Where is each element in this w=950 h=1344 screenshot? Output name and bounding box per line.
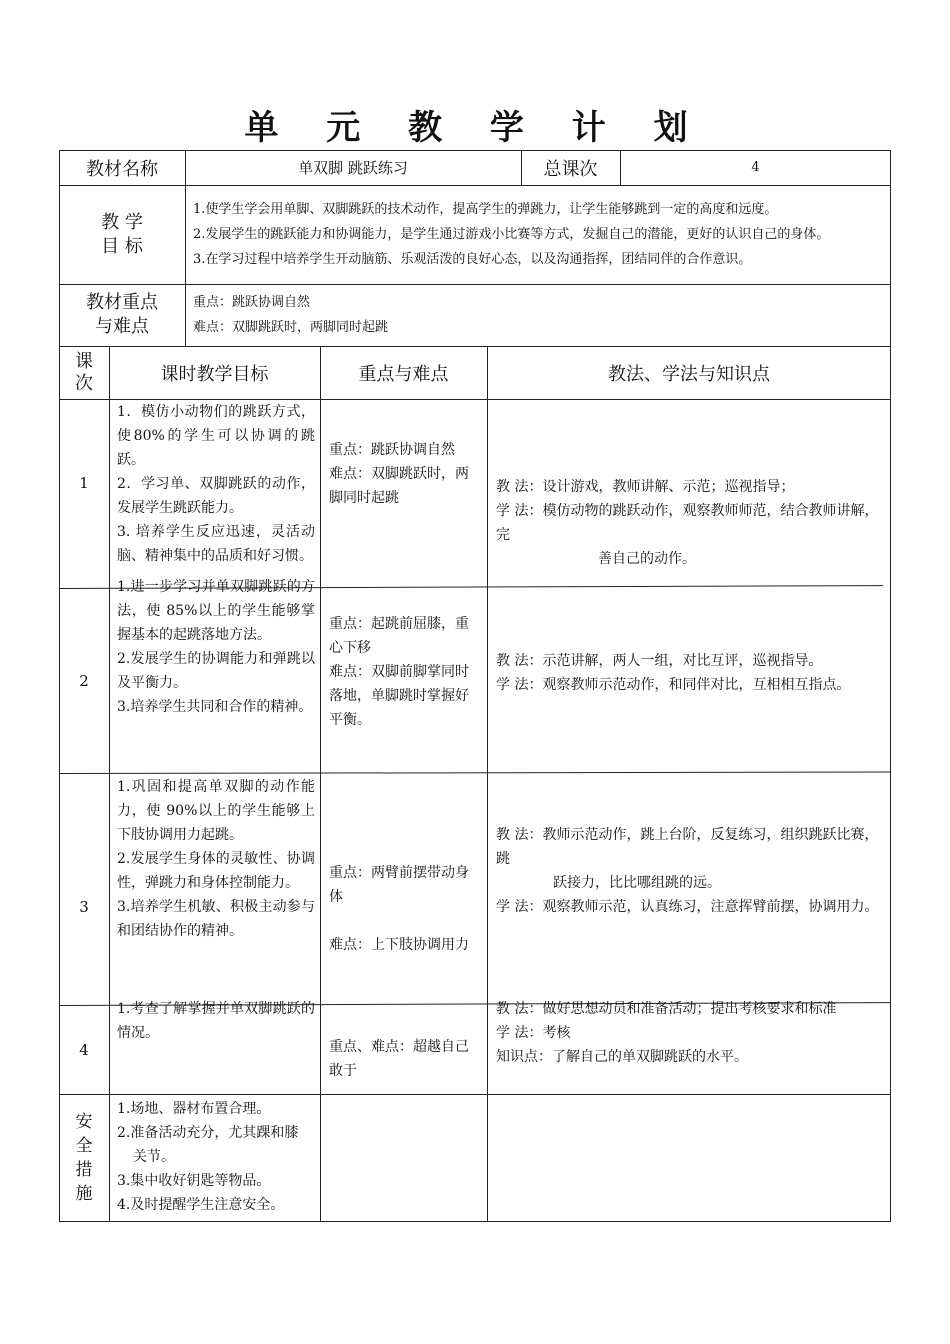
safety-label-char: 安 [75,1112,93,1132]
lesson-number: 3 [79,898,89,916]
objective-item: 1.考查了解掌握并单双脚跳跃的情况。 [117,1001,315,1041]
safety-label-char: 施 [75,1184,93,1204]
point-item: 重点：跳跃协调自然 [329,442,455,458]
safety-item: 4.及时提醒学生注意安全。 [117,1197,285,1213]
lesson-number: 2 [79,671,89,690]
point-item: 重点：起跳前屈膝，重心下移 [329,616,469,656]
lesson-column-header [59,346,109,399]
key-points-label-line2: 与难点 [95,316,149,337]
point-item: 难点：上下肢协调用力 [329,937,469,953]
point-item: 重点、难点：超越自己敢于 [329,1039,469,1079]
safety-label-char: 措 [75,1160,93,1180]
key-points-label [59,284,185,346]
objective-item: 3. 培养学生反应迅速，灵活动脑、精神集中的品质和好习惯。 [117,524,315,564]
lesson-points [329,861,481,957]
objective-item: 3.培养学生共同和合作的精神。 [117,699,313,715]
lesson-methods [496,997,888,1069]
objective-item: 2．学习单、双脚跳跃的动作，发展学生跳跃能力。 [117,476,315,516]
method-item: 教 法：教师示范动作，跳上台阶，反复练习，组织跳跃比赛，跳 [496,827,879,867]
safety-item: 1.场地、器材布置合理。 [117,1101,271,1117]
lesson-objectives [117,997,315,1045]
safety-item: 关节。 [133,1149,175,1165]
goal-item: 1.使学生学会用单脚、双脚跳跃的技术动作，提高学生的弹跳力，让学生能够跳到一定的高度和远度。 [193,202,778,217]
material-label: 教材名称 [86,158,158,180]
objective-item: 1．模仿小动物们的跳跃方式，使80%的学生可以协调的跳跃。 [117,404,315,468]
lesson-points [329,1035,481,1083]
lesson-header-line1: 课 [75,350,93,372]
objective-item: 2.发展学生身体的灵敏性、协调性，弹跳力和身体控制能力。 [117,851,315,891]
goals-label-line1: 教 学 [101,211,143,233]
method-item: 教 法：设计游戏，教师讲解、示范；巡视指导； [496,479,795,495]
lesson-objectives [117,775,315,943]
goals-label-line2: 目 标 [101,235,143,257]
total-lessons-label: 总课次 [543,158,598,180]
key-point: 重点：跳跃协调自然 [193,295,311,310]
objective-item: 2.发展学生的协调能力和弹跳以及平衡力。 [117,651,315,691]
safety-list [117,1097,315,1217]
total-lessons-value: 4 [751,160,760,175]
method-item: 学 法：观察教师示范，认真练习，注意挥臂前摆，协调用力。 [496,899,879,915]
points-column-header: 重点与难点 [358,363,449,385]
lesson-objectives [117,400,315,568]
lesson-number: 1 [79,474,89,492]
safety-item: 3.集中收好钥匙等物品。 [117,1173,271,1189]
lesson-methods [496,475,888,571]
lesson-objectives [117,575,315,719]
method-item: 教 法：示范讲解，两人一组，对比互评，巡视指导。 [496,653,823,669]
safety-item: 2.准备活动充分，尤其踝和膝 [117,1125,299,1141]
goals-list [193,185,889,284]
method-item: 学 法：模仿动物的跳跃动作，观察教师师范，结合教师讲解，完 [496,503,879,543]
method-item: 学 法：考核 [496,1025,571,1041]
lesson-number: 4 [79,1040,89,1059]
key-points-content [193,284,889,346]
point-item: 重点：两臂前摆带动身体 [329,865,469,905]
lesson-points [329,612,481,732]
page-title: 单 元 教 学 计 划 [244,108,706,148]
methods-column-header: 教法、学法与知识点 [608,363,770,385]
goal-item: 3.在学习过程中培养学生开动脑筋、乐观活泼的良好心态，以及沟通指挥，团结同伴的合作意识。 [193,252,752,267]
safety-label [59,1094,109,1222]
method-item: 知识点：了解自己的单双脚跳跃的水平。 [496,1049,748,1065]
lesson-points [329,438,481,510]
lesson-methods [496,823,888,919]
goals-label [59,185,185,284]
method-item: 善自己的动作。 [598,551,696,567]
objective-item: 1.进一步学习并单双脚跳跃的方法，使 85%以上的学生能够掌握基本的起跳落地方法。 [117,579,315,643]
difficulty-point: 难点：双脚跳跃时，两脚同时起跳 [193,320,389,335]
method-item: 学 法：观察教师示范动作，和同伴对比，互相相互指点。 [496,677,851,693]
point-item: 难点：双脚前脚掌同时落地，单脚跳时掌握好平衡。 [329,664,469,728]
safety-label-char: 全 [75,1136,93,1156]
lesson-methods [496,649,888,697]
method-item: 跃接力，比比哪组跳的远。 [553,875,721,891]
material-value: 单双脚 跳跃练习 [298,159,408,177]
method-item: 教 法：做好思想动员和准备活动；提出考核要求和标准 [496,1001,837,1017]
lesson-header-line2: 次 [75,372,93,394]
goal-item: 2.发展学生的跳跃能力和协调能力，是学生通过游戏小比赛等方式，发掘自己的潜能，更好的认识自己的身体。 [193,227,830,242]
key-points-label-line1: 教材重点 [86,292,158,313]
objectives-column-header: 课时教学目标 [160,363,269,385]
objective-item: 1.巩固和提高单双脚的动作能力，使 90%以上的学生能够上下肢协调用力起跳。 [117,779,315,843]
point-item: 难点：双脚跳跃时，两脚同时起跳 [329,466,469,506]
objective-item: 3.培养学生机敏、积极主动参与和团结协作的精神。 [117,899,315,939]
